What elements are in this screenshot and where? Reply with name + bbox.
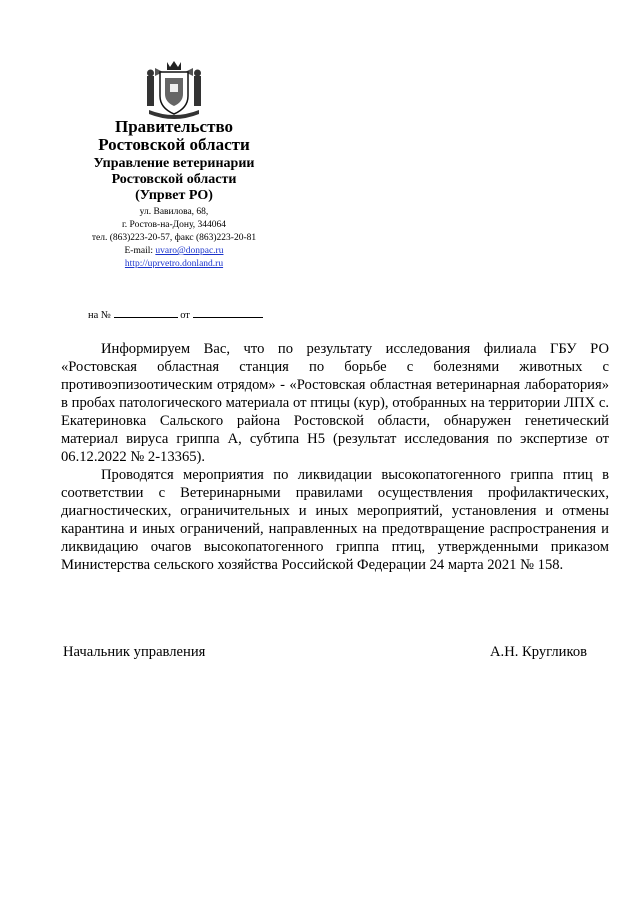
body-paragraph-1: Информируем Вас, что по результату исследования филиала ГБУ РО «Ростовская областная станция по борьбе с болезнями животных с противоэпизоотическим отрядом» - «Ростовская областная ветеринарная лаборатория» в пробах патологического материала от птицы (кур), отобранных на территории ЛПХ с. Екатериновка Сальского района Ростовской области, обнаружен генетический материал вируса гриппа А, субтипа Н5 (результат исследования по экспертизе от 06.12.2022 № 2-13365). bbox=[61, 341, 609, 465]
signer-title: Начальник управления bbox=[63, 644, 206, 660]
phone-fax: тел. (863)223-20-57, факс (863)223-20-81 bbox=[91, 233, 257, 243]
email-link[interactable]: uvaro@donpac.ru bbox=[155, 246, 224, 256]
dept-name-line2: Ростовской области bbox=[111, 172, 237, 187]
website-link[interactable]: http://uprvetro.donland.ru bbox=[124, 259, 224, 269]
coat-of-arms-emblem bbox=[143, 58, 205, 122]
letterhead bbox=[60, 118, 288, 271]
reference-line bbox=[88, 307, 263, 321]
body-paragraph-2: Проводятся мероприятия по ликвидации высокопатогенного гриппа птиц в соответствии с Ветеринарными правилами осуществления профилактических, диагностических, ограничительных и иных мероприятий, установления и отмены карантина и иных ограничений, направленных на предотвращение распространения и ликвидацию очагов высокопатогенного гриппа птиц, утвержденными приказом Министерства сельского хозяйства Российской Федерации 24 марта 2021 № 158. bbox=[61, 467, 609, 573]
reference-date-blank bbox=[193, 307, 263, 318]
reference-number-label: на № bbox=[88, 310, 111, 321]
website-line bbox=[60, 258, 288, 271]
signer-name: А.Н. Кругликов bbox=[490, 644, 588, 660]
dept-short-name: (Упрвет РО) bbox=[135, 188, 213, 203]
address-city: г. Ростов-на-Дону, 344064 bbox=[121, 220, 227, 230]
letter-body bbox=[61, 340, 609, 574]
org-name-line1: Правительство bbox=[114, 117, 234, 136]
dept-name-line1: Управление ветеринарии bbox=[93, 156, 255, 171]
org-name-line2: Ростовской области bbox=[98, 135, 250, 154]
email-label: E-mail: bbox=[124, 246, 156, 256]
address-street: ул. Вавилова, 68, bbox=[139, 207, 209, 217]
reference-date-label: от bbox=[180, 310, 190, 321]
reference-number-blank bbox=[114, 307, 178, 318]
email-line bbox=[60, 245, 288, 258]
